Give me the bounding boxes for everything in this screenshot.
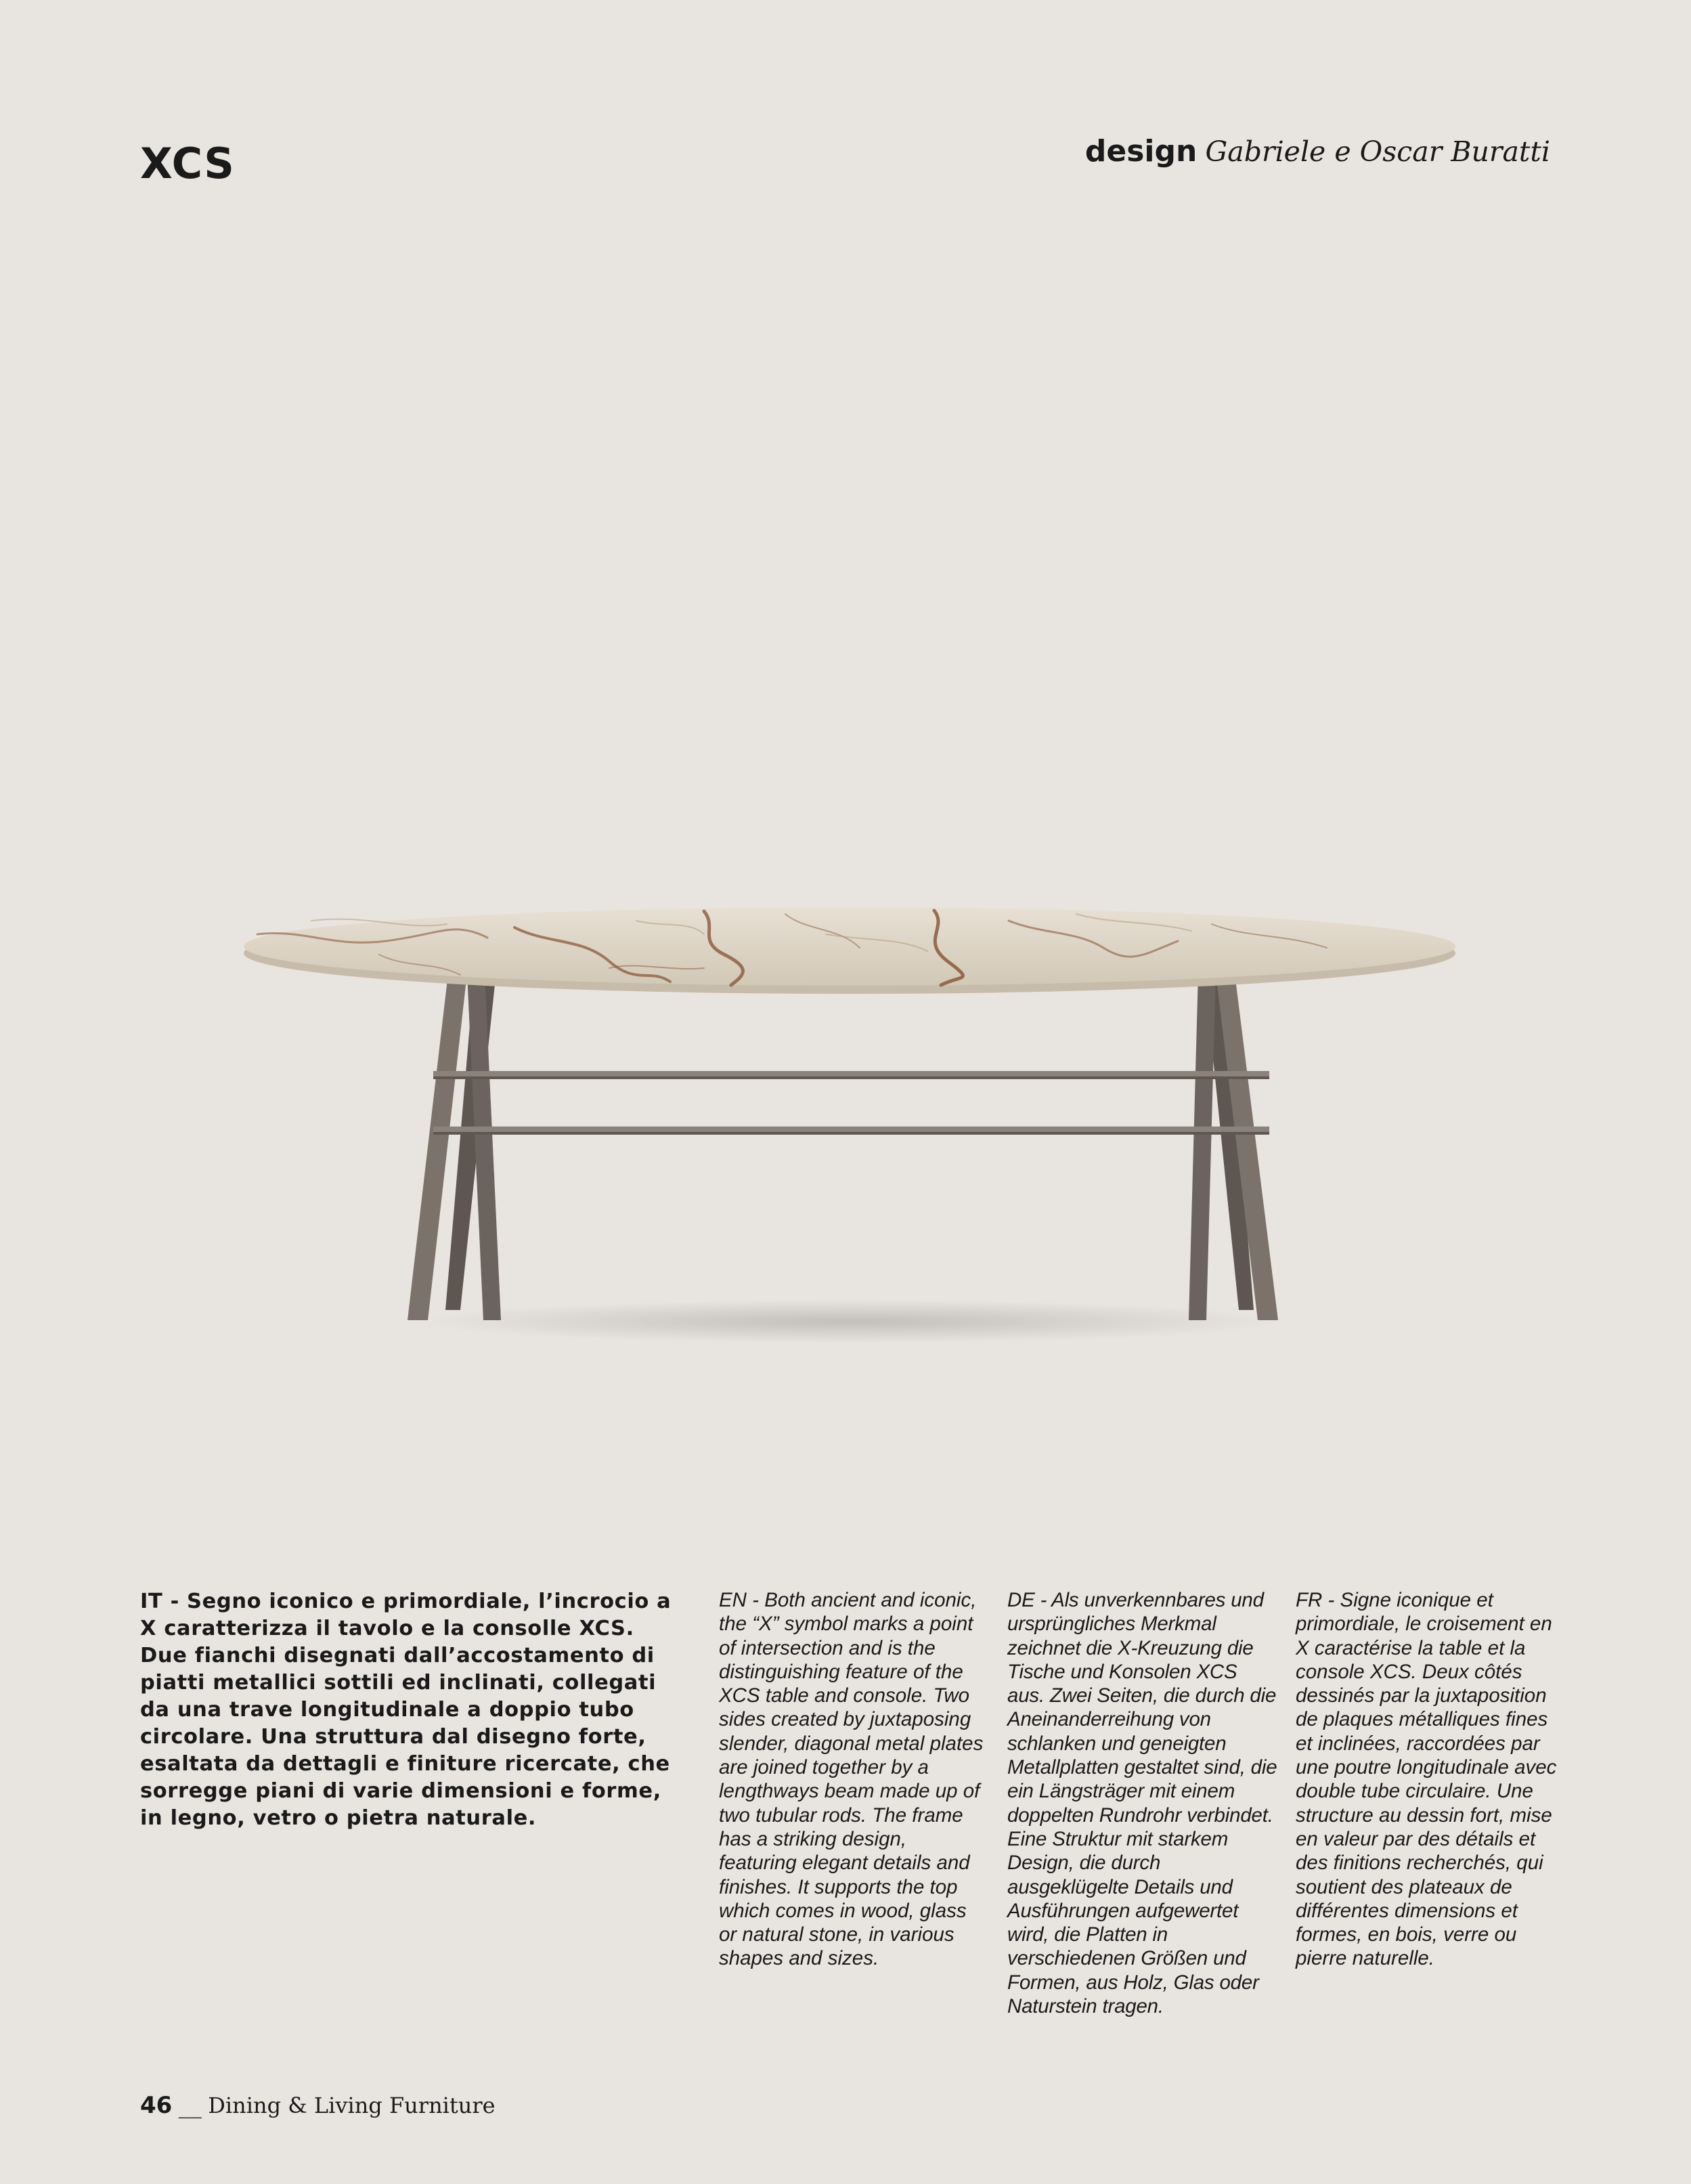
- front-leg-right-b: [1189, 974, 1216, 1320]
- table-top: [244, 907, 1455, 986]
- text-german: DE - Als unverkennbares und ursprüngliches Merkmal zeichnet die X-Kreuzung die Tische und Konsolen XCS aus. Zwei Seiten, die durch die Aneinanderreihung von schlanken und geneigten Metallplatten gestaltet sind, die ein Längsträger mit einem doppelten Rundrohr verbindet. Eine Struktur mit starkem Design, die durch ausgeklügelte Details und Ausführungen aufgewertet wird, die Platten in verschiedenen Größen und Formen, aus Holz, Glas oder Naturstein tragen.: [1007, 1589, 1277, 2018]
- text-french: FR - Signe iconique et primordiale, le croisement en X caractérise la table et la console XCS. Deux côtés dessinés par la juxtaposition de plaques métalliques fines et inclinées, raccordées par une poutre longitudinale avec double tube circulaire. Une structure au dessin fort, mise en valeur par des détails et des finitions recherchés, qui soutient des plateaux de différentes dimensions et formes, en bois, verre ou pierre naturelle.: [1296, 1589, 1557, 1970]
- section-name: Dining & Living Furniture: [208, 2093, 496, 2118]
- floor-shadow: [416, 1300, 1283, 1343]
- page-footer: [140, 2092, 496, 2119]
- product-title: XCS: [140, 139, 235, 188]
- product-image: [230, 873, 1469, 1374]
- designer-credit: [1085, 134, 1550, 169]
- table-illustration: [230, 873, 1469, 1374]
- page-number: 46: [140, 2092, 173, 2119]
- beam-tube-lower-shade: [433, 1132, 1269, 1135]
- design-label: design: [1084, 134, 1198, 169]
- footer-separator: __: [178, 2092, 202, 2119]
- text-english: EN - Both ancient and iconic, the “X” symbol marks a point of intersection and is the distinguishing feature of the XCS table and console. Two sides created by juxtaposing slender, diagonal metal plates are joined together by a lengthways beam made up of two tubular rods. The frame has a striking design, featuring elegant details and finishes. It supports the top which comes in wood, glass or natural stone, in various shapes and sizes.: [719, 1589, 984, 1970]
- text-italian: IT - Segno iconico e primordiale, l’incrocio a X caratterizza il tavolo e la consolle XCS. Due fianchi disegnati dall’accostamento di piatti metallici sottili ed inclinati, collegati da una trave longitudinale a doppio tubo circolare. Una struttura dal disegno forte, esaltata da dettagli e finiture ricercate, che sorregge piani di varie dimensioni e forme, in legno, vetro o pietra naturale.: [140, 1590, 672, 1830]
- beam-tube-upper-shade: [433, 1076, 1269, 1079]
- designer-name: Gabriele e Oscar Buratti: [1205, 135, 1550, 168]
